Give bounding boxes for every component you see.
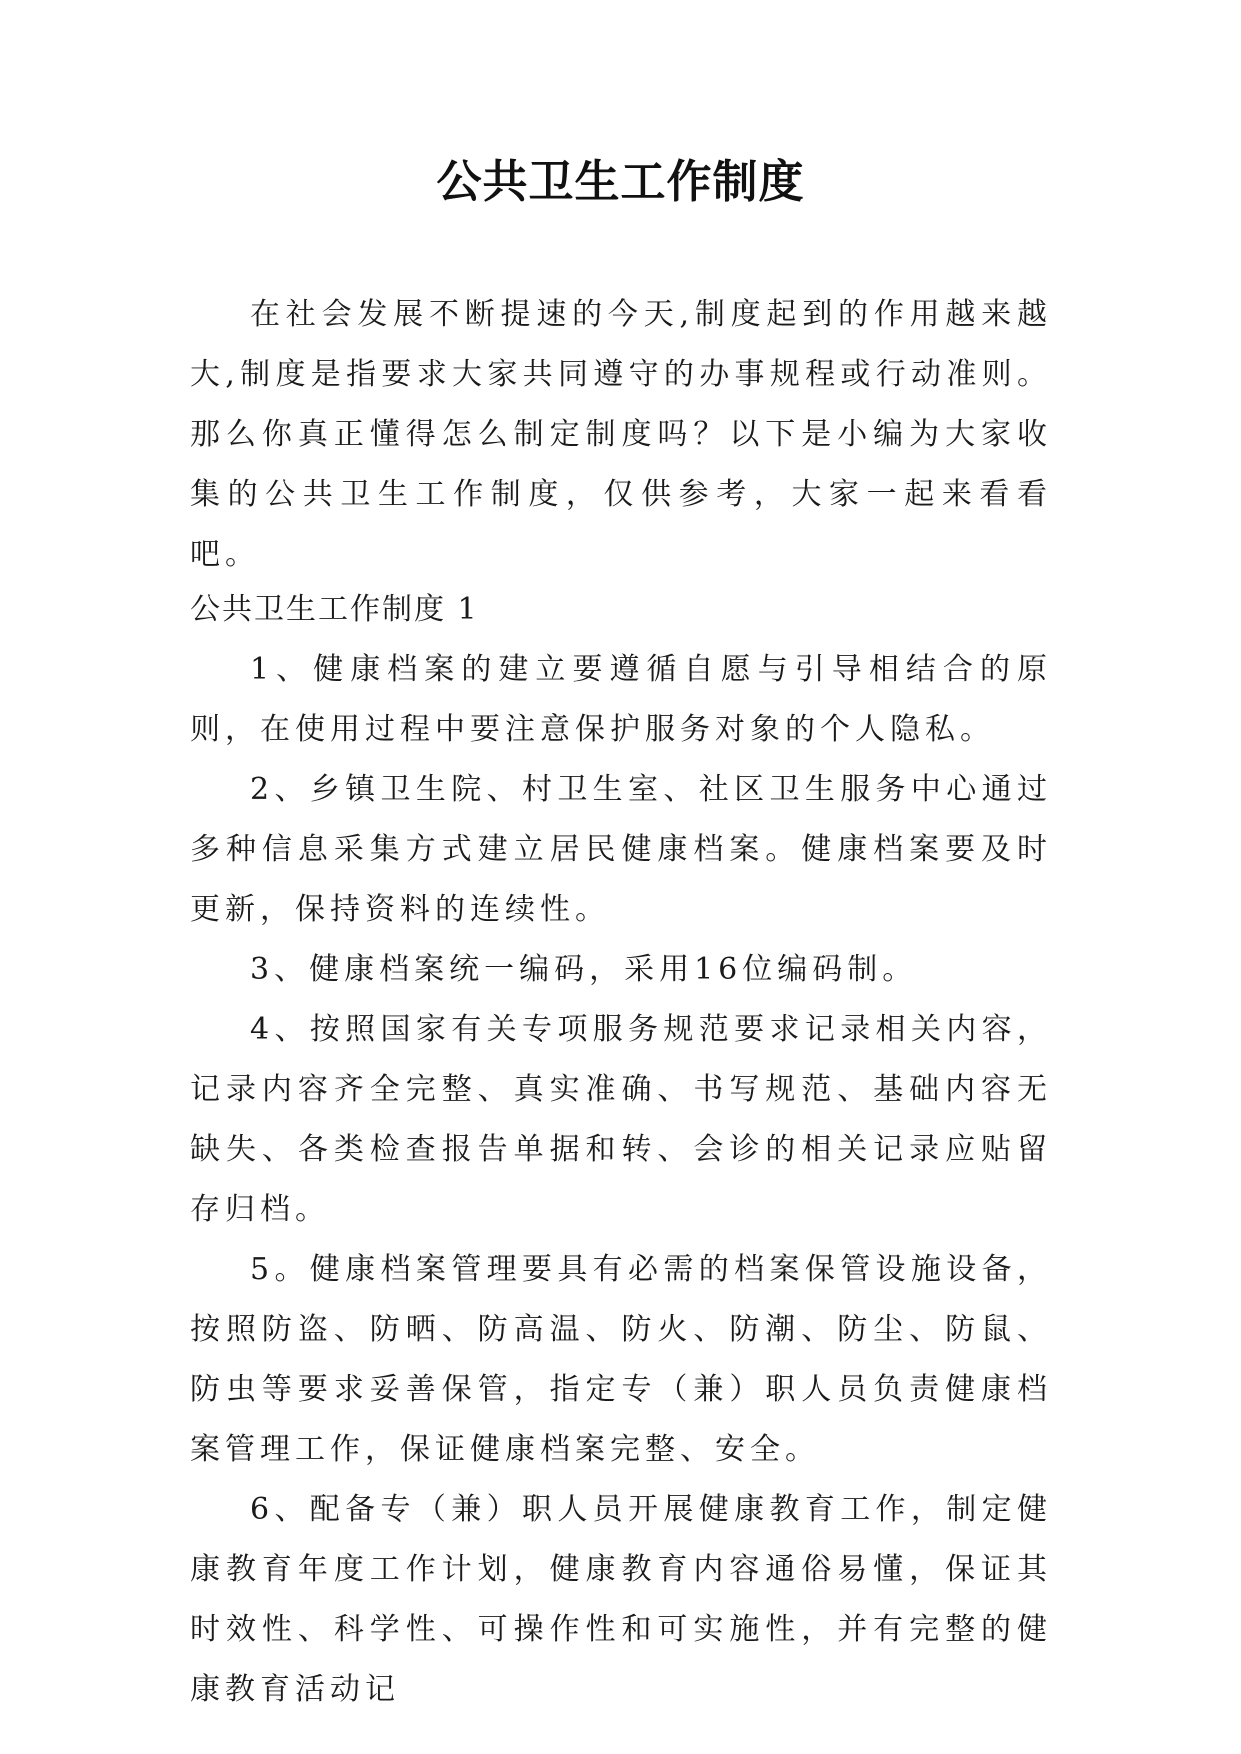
section-block [190, 580, 1052, 1720]
list-item-3: 3、健康档案统一编码，采用16位编码制。 [250, 952, 918, 987]
document-title: 公共卫生工作制度 [436, 155, 805, 208]
list-item-4: 4、按照国家有关专项服务规范要求记录相关内容，记录内容齐全完整、真实准确、书写规范、基础内容无缺失、各类检查报告单据和转、会诊的相关记录应贴留存归档。 [190, 1012, 1052, 1227]
list-item-1: 1、健康档案的建立要遵循自愿与引导相结合的原则，在使用过程中要注意保护服务对象的个人隐私。 [190, 652, 1052, 747]
intro-paragraph: 在社会发展不断提速的今天,制度起到的作用越来越大,制度是指要求大家共同遵守的办事规程或行动准则。那么你真正懂得怎么制定制度吗？以下是小编为大家收集的公共卫生工作制度，仅供参考，大家一起来看看吧。 [190, 297, 1052, 572]
intro-block [190, 285, 1052, 585]
section-heading: 公共卫生工作制度 1 [190, 592, 479, 627]
list-item-6: 6、配备专（兼）职人员开展健康教育工作，制定健康教育年度工作计划，健康教育内容通俗易懂，保证其时效性、科学性、可操作性和可实施性，并有完整的健康教育活动记 [190, 1492, 1052, 1707]
list-item-5: 5。健康档案管理要具有必需的档案保管设施设备，按照防盗、防晒、防高温、防火、防潮、防尘、防鼠、防虫等要求妥善保管，指定专（兼）职人员负责健康档案管理工作，保证健康档案完整、安全。 [190, 1252, 1052, 1467]
list-item-2: 2、乡镇卫生院、村卫生室、社区卫生服务中心通过多种信息采集方式建立居民健康档案。健康档案要及时更新，保持资料的连续性。 [190, 772, 1052, 927]
